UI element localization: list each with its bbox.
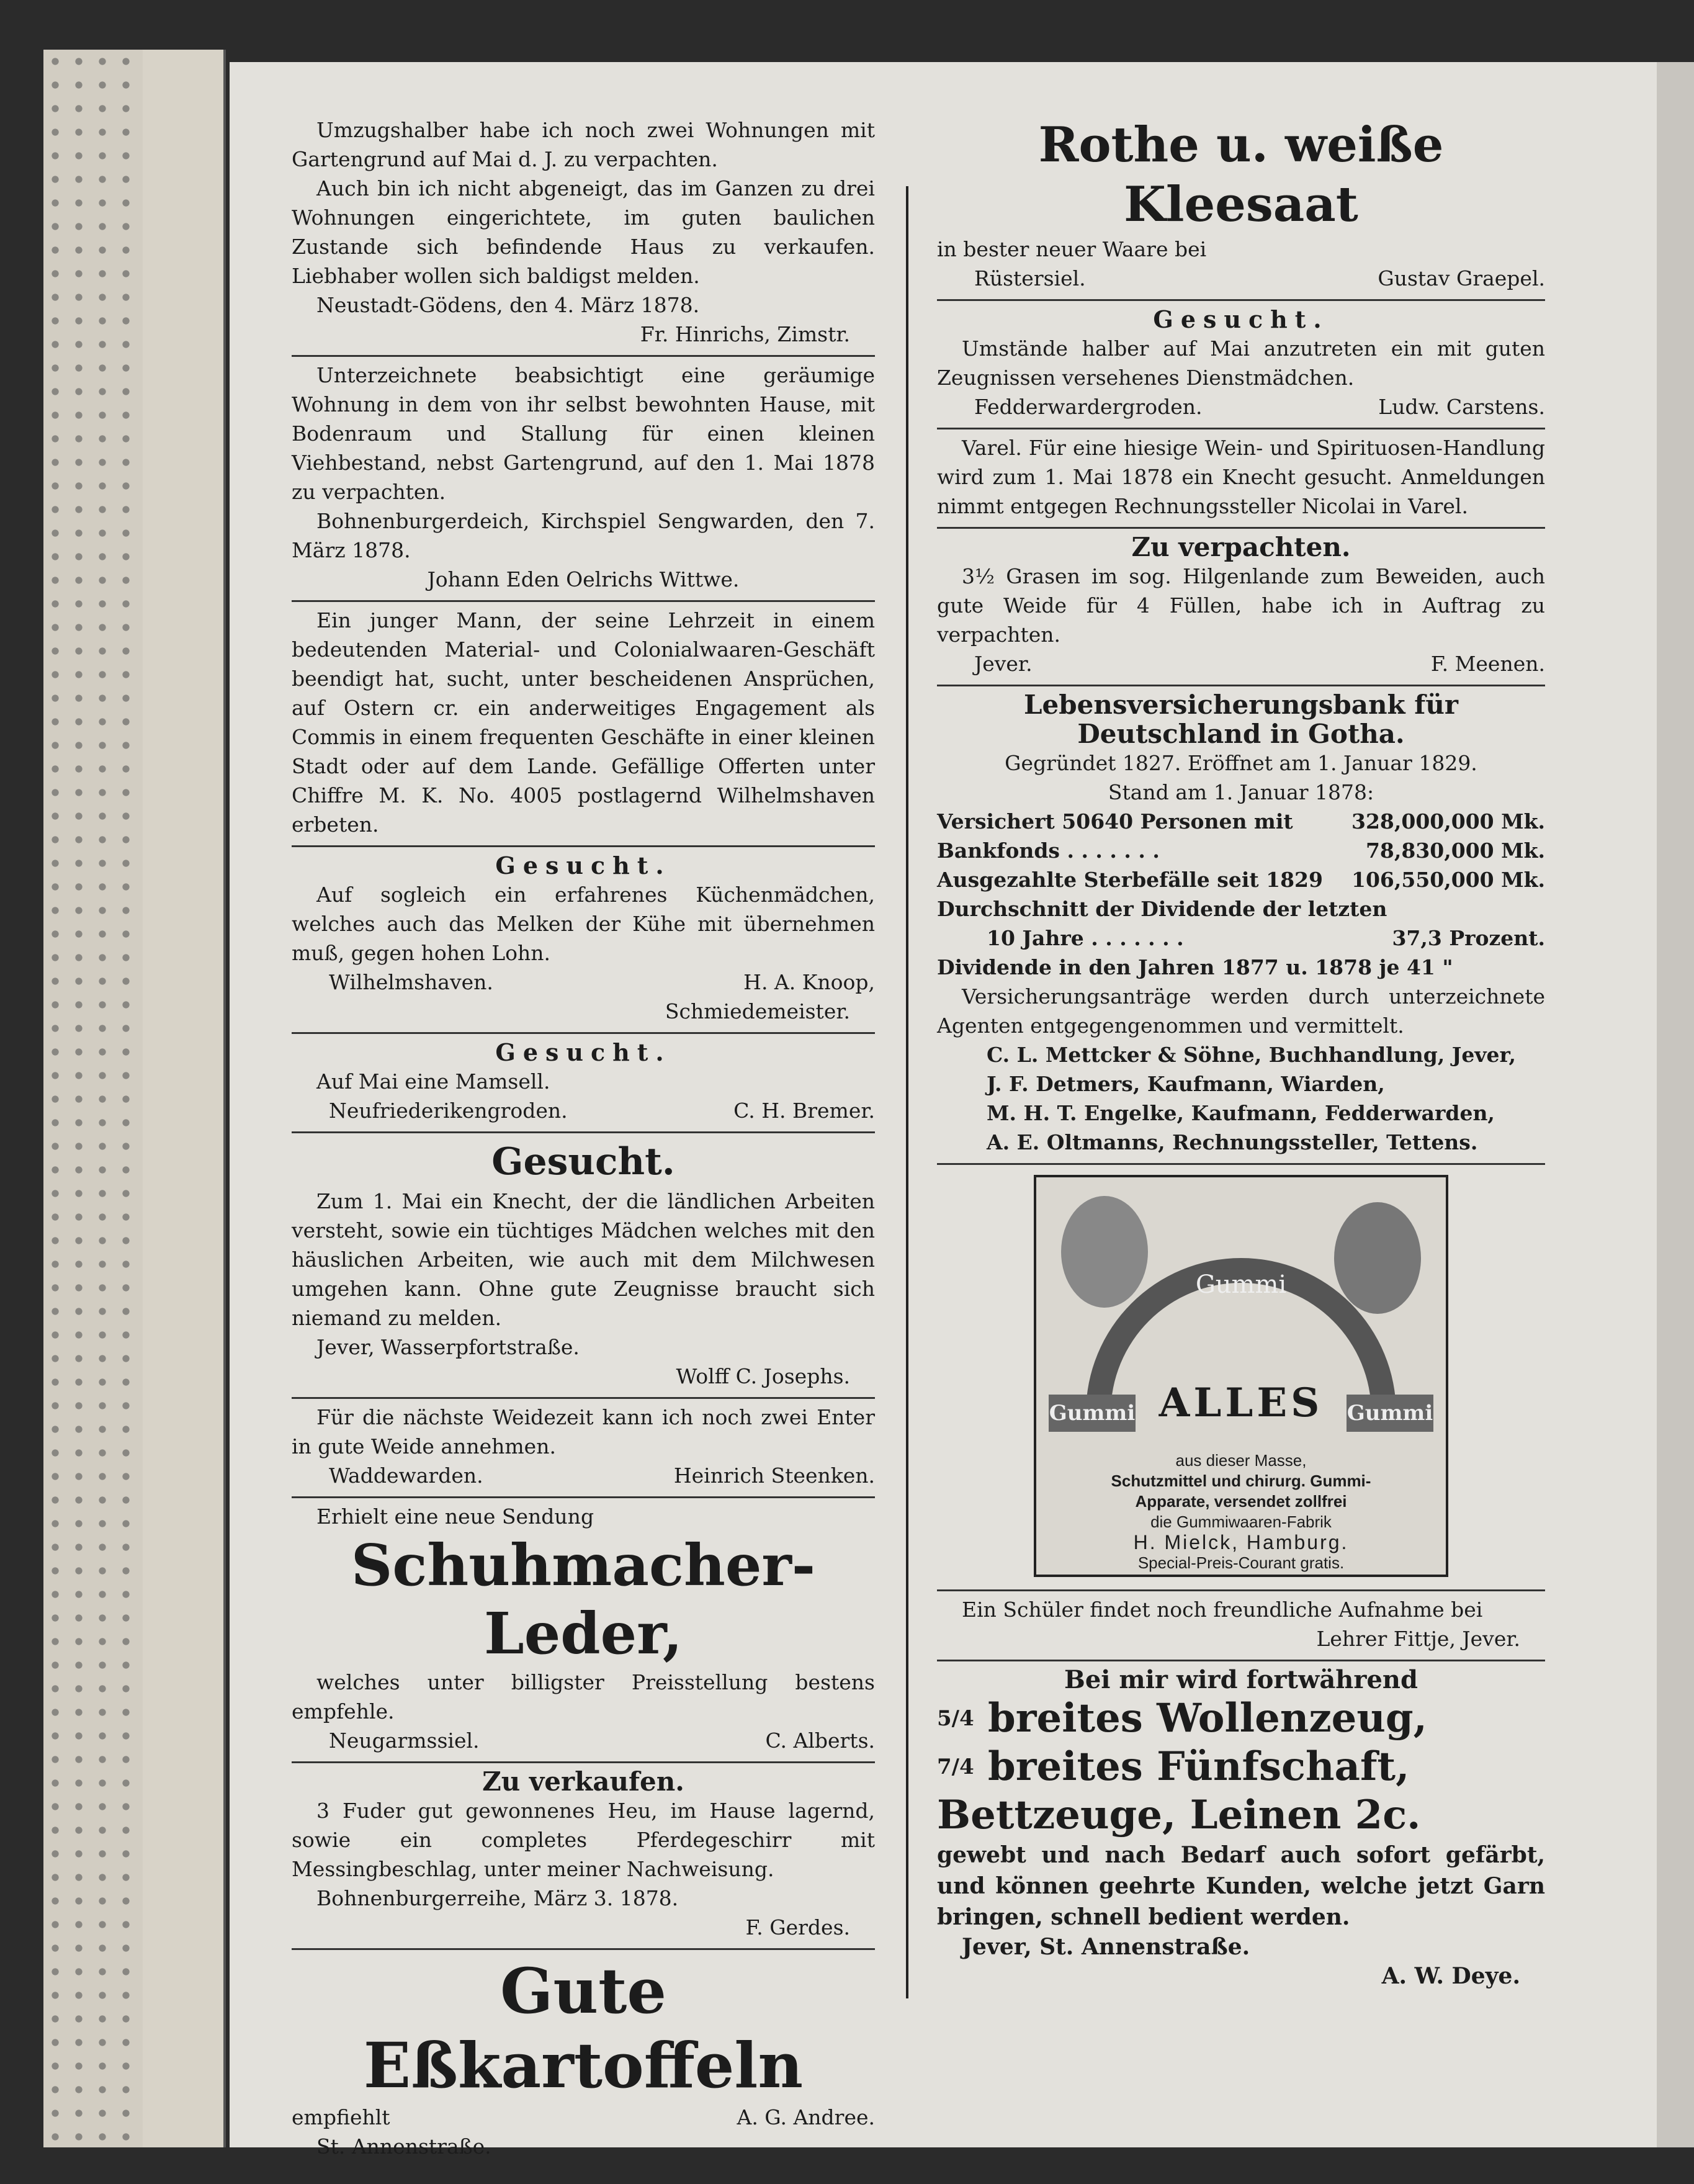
ad-wohnung-verpachten (292, 357, 875, 602)
stand-line: Stand am 1. Januar 1878: (1108, 780, 1374, 804)
ad-text: Auch bin ich nicht abgeneigt, das im Ganzen zu drei Wohnungen eingerichtete, im guten baulichen Zustande sich befindende Haus zu verkaufen. Liebhaber wollen sich baldigst melden. (292, 176, 875, 288)
ad-text: Ein Schüler findet noch freundliche Aufnahme bei (962, 1598, 1483, 1622)
ad-text: gewebt und nach Bedarf auch sofort gefärbt, und können geehrte Kunden, welche jetzt Garn bringen, schnell bedient werden. (937, 1842, 1545, 1930)
table-row (937, 836, 1545, 865)
gummi-illustration (1034, 1175, 1448, 1577)
ad-text: Unterzeichnete beabsichtigt eine geräumige Wohnung in dem von ihr selbst bewohnten Hause, mit Bodenraum und Stallung für einen kleinen Viehbestand, nebst Gartengrund, auf den 1. Mai 1878 zu verpachten. (292, 363, 875, 504)
ad-signature: A. W. Deye. (1381, 1963, 1520, 1989)
ad-place: Fedderwardergroden. (974, 395, 1203, 419)
ad-varel-knecht (937, 429, 1545, 529)
ad-esskartoffeln (292, 1950, 875, 2167)
gummi-line: Special-Preis-Courant gratis. (1137, 1553, 1345, 1572)
ad-signature: H. A. Knoop, (743, 970, 875, 994)
next-page-edge (1657, 62, 1694, 2147)
fraction: 7/4 (937, 1755, 974, 1779)
man-portrait (1334, 1202, 1421, 1314)
ad-signature: Ludw. Carstens. (1378, 395, 1545, 419)
ad-text: Umstände halber auf Mai anzutreten ein mit guten Zeugnissen versehenes Dienstmädchen. (937, 336, 1545, 390)
ad-heading: Gesucht. (1153, 305, 1329, 333)
ad-text: welches unter billigster Preisstellung bestens empfehle. (292, 1670, 875, 1723)
row-label: 10 Jahre . . . . . . . (987, 926, 1184, 950)
row-label: Durchschnitt der Dividende der letzten (937, 897, 1387, 921)
ad-heading: Gesucht. (495, 1038, 671, 1066)
ad-heading: Schuhmacher-Leder, (351, 1532, 816, 1667)
ad-text: Auf sogleich ein erfahrenes Küchenmädchen, welches auch das Melken der Kühe mit übernehmen muß, gegen hohen Lohn. (292, 883, 875, 965)
ad-gesucht-dienstmaedchen (937, 301, 1545, 429)
ad-place: Neugarmssiel. (329, 1728, 480, 1753)
ad-place: Bohnenburgerreihe, März 3. 1878. (316, 1886, 679, 1910)
ad-signature: Fr. Hinrichs, Zimstr. (640, 322, 850, 346)
founded-line: Gegründet 1827. Eröffnet am 1. Januar 1829. (1005, 751, 1477, 775)
ad-text: Varel. Für eine hiesige Wein- und Spirituosen-Handlung wird zum 1. Mai 1878 ein Knecht gesucht. Anmeldungen nimmt entgegen Rechnungssteller Nicolai in Varel. (937, 436, 1545, 518)
ad-signature: C. Alberts. (765, 1728, 875, 1753)
ad-place: Neufriederikengroden. (329, 1099, 568, 1123)
ad-intro: Bei mir wird fortwährend (1064, 1665, 1418, 1694)
ad-gummiwaaren (937, 1165, 1545, 1591)
gummi-line: Apparate, versendet zollfrei (1135, 1492, 1347, 1511)
gummi-line: Schutzmittel und chirurg. Gummi- (1111, 1472, 1371, 1490)
list-item: A. E. Oltmanns, Rechnungssteller, Tettens. (987, 1130, 1478, 1154)
ad-heading: Gesucht. (491, 1140, 675, 1184)
ad-intro: Erhielt eine neue Sendung (316, 1504, 594, 1529)
ad-text: 3 Fuder gut gewonnenes Heu, im Hause lagernd, sowie ein completes Pferdegeschirr mit Messingbeschlag, unter meiner Nachweisung. (292, 1799, 875, 1881)
ad-gesucht-mamsell (292, 1034, 875, 1133)
ad-weide (292, 1399, 875, 1498)
row-label: Bankfonds . . . . . . . (937, 838, 1160, 863)
ad-gesucht-knecht (292, 1133, 875, 1399)
woman-portrait (1061, 1196, 1148, 1308)
table-row (937, 807, 1545, 836)
ad-text: Auf Mai eine Mamsell. (316, 1069, 550, 1094)
ad-heading: Zu verkaufen. (482, 1766, 684, 1797)
heading-text: breites Wollenzeug, (988, 1695, 1427, 1741)
left-column (292, 112, 875, 2167)
ad-wollenzeug (937, 1661, 1545, 1997)
ad-signature: A. G. Andree. (737, 2105, 875, 2129)
ad-place: Jever, Wasserpfortstraße. (316, 1335, 580, 1359)
ad-signature: F. Meenen. (1430, 652, 1545, 676)
ad-wohnungen (292, 112, 875, 357)
ad-text: Ein junger Mann, der seine Lehrzeit in einem bedeutenden Material- und Colonialwaaren-Geschäft beendigt hat, sucht, unter bescheidenen Ansprüchen, auf Ostern cr. ein anderweitiges Engagement als Commis in einem frequenten Geschäfte in einer kleinen Stadt oder auf dem Lande. Gefällige Offerten unter Chiffre M. K. No. 4005 postlagernd Wilhelmshaven erbeten. (292, 608, 875, 837)
ad-place: Jever. (974, 652, 1033, 676)
table-row (937, 923, 1545, 953)
gummi-line: aus dieser Masse, (1175, 1451, 1307, 1470)
gummi-label-right: Gummi (1347, 1395, 1433, 1432)
ad-signature-title: Schmiedemeister. (665, 999, 850, 1023)
ad-heading: Gute Eßkartoffeln (363, 1954, 804, 2102)
ad-place: Neustadt-Gödens, den 4. März 1878. (316, 293, 700, 317)
ad-signature: C. H. Bremer. (733, 1099, 875, 1123)
dividend-line: Dividende in den Jahren 1877 u. 1878 je 41 " (937, 955, 1453, 979)
ad-text: Für die nächste Weidezeit kann ich noch zwei Enter in gute Weide annehmen. (292, 1405, 875, 1458)
ad-lebensversicherung (937, 686, 1545, 1165)
row-value: 106,550,000 Mk. (1351, 868, 1545, 892)
ad-place: Waddewarden. (329, 1463, 483, 1488)
ad-heading: Zu verpachten. (1131, 532, 1351, 562)
ad-text: in bester neuer Waare bei (937, 237, 1207, 261)
ad-signature: F. Gerdes. (745, 1915, 850, 1939)
ad-place: St. Annenstraße. (316, 2134, 491, 2159)
ad-text: Umzugshalber habe ich noch zwei Wohnungen mit Gartengrund auf Mai d. J. zu verpachten. (292, 118, 875, 171)
gummi-line: die Gummiwaaren-Fabrik (1150, 1512, 1332, 1531)
ad-heading: Rothe u. weiße Kleesaat (1038, 117, 1444, 233)
ad-zu-verkaufen (292, 1763, 875, 1950)
ad-schuhmacher-leder (292, 1498, 875, 1763)
ad-place: Bohnenburgerdeich, Kirchspiel Sengwarden, den 7. März 1878. (292, 509, 875, 562)
ad-signature: Gustav Graepel. (1378, 266, 1545, 290)
heading-text: breites Fünfschaft, Bettzeuge, Leinen 2c. (937, 1743, 1421, 1838)
page-stack-edge (43, 50, 143, 2147)
ad-heading: Gesucht. (495, 852, 671, 879)
alles-text: ALLES (1158, 1380, 1324, 1426)
column-divider (906, 186, 908, 1998)
ad-heading-line2 (937, 1743, 1545, 1840)
row-label: Versichert 50640 Personen mit (937, 809, 1293, 834)
ad-place: Jever, St. Annenstraße. (962, 1934, 1250, 1960)
ad-text: Versicherungsanträge werden durch unterzeichnete Agenten entgegengenommen und vermittelt. (937, 984, 1545, 1038)
ad-place: Rüstersiel. (974, 266, 1086, 290)
ad-heading-line1 (937, 1694, 1545, 1743)
right-column (937, 112, 1545, 1997)
ad-kleesaat (937, 112, 1545, 301)
gummi-text (1049, 1450, 1433, 1573)
ad-place: Wilhelmshaven. (329, 970, 493, 994)
row-value: 328,000,000 Mk. (1351, 809, 1545, 834)
ad-signature: Johann Eden Oelrichs Wittwe. (427, 567, 740, 591)
row-label: Ausgezahlte Sterbefälle seit 1829 (937, 868, 1323, 892)
arch-label: Gummi (1195, 1270, 1287, 1299)
ad-heading: Lebensversicherungsbank für Deutschland in Gotha. (1024, 690, 1458, 749)
ad-text: Zum 1. Mai ein Knecht, der die ländlichen Arbeiten versteht, sowie ein tüchtiges Mädchen welches mit den häuslichen Arbeiten, wie auch mit dem Milchwesen umgehen kann. Ohne gute Zeugnisse braucht sich niemand zu melden. (292, 1189, 875, 1330)
gummi-line: H. Mielck, Hamburg. (1133, 1531, 1349, 1553)
ad-signature: Heinrich Steenken. (673, 1463, 875, 1488)
table-row (937, 894, 1545, 923)
gummi-label-left: Gummi (1049, 1395, 1136, 1432)
ad-junger-mann (292, 602, 875, 847)
row-value: 78,830,000 Mk. (1365, 838, 1545, 863)
ad-schueler (937, 1591, 1545, 1661)
stats-table (937, 807, 1545, 953)
ad-signature: Wolff C. Josephs. (676, 1364, 850, 1388)
ad-signature: Lehrer Fittje, Jever. (1316, 1627, 1520, 1651)
fraction: 5/4 (937, 1706, 974, 1731)
ad-text: empfiehlt (292, 2105, 390, 2129)
row-value: 37,3 Prozent. (1392, 926, 1545, 950)
ad-text: 3½ Grasen im sog. Hilgenlande zum Beweiden, auch gute Weide für 4 Füllen, habe ich in Auftrag zu verpachten. (937, 564, 1545, 647)
ad-zu-verpachten (937, 529, 1545, 686)
list-item: J. F. Detmers, Kaufmann, Wiarden, (987, 1072, 1385, 1096)
agent-list (937, 1040, 1545, 1157)
list-item: M. H. T. Engelke, Kaufmann, Fedderwarden, (987, 1101, 1495, 1125)
list-item: C. L. Mettcker & Söhne, Buchhandlung, Jever, (987, 1043, 1517, 1067)
ad-gesucht-kuechenmaedchen (292, 847, 875, 1034)
table-row (937, 865, 1545, 894)
